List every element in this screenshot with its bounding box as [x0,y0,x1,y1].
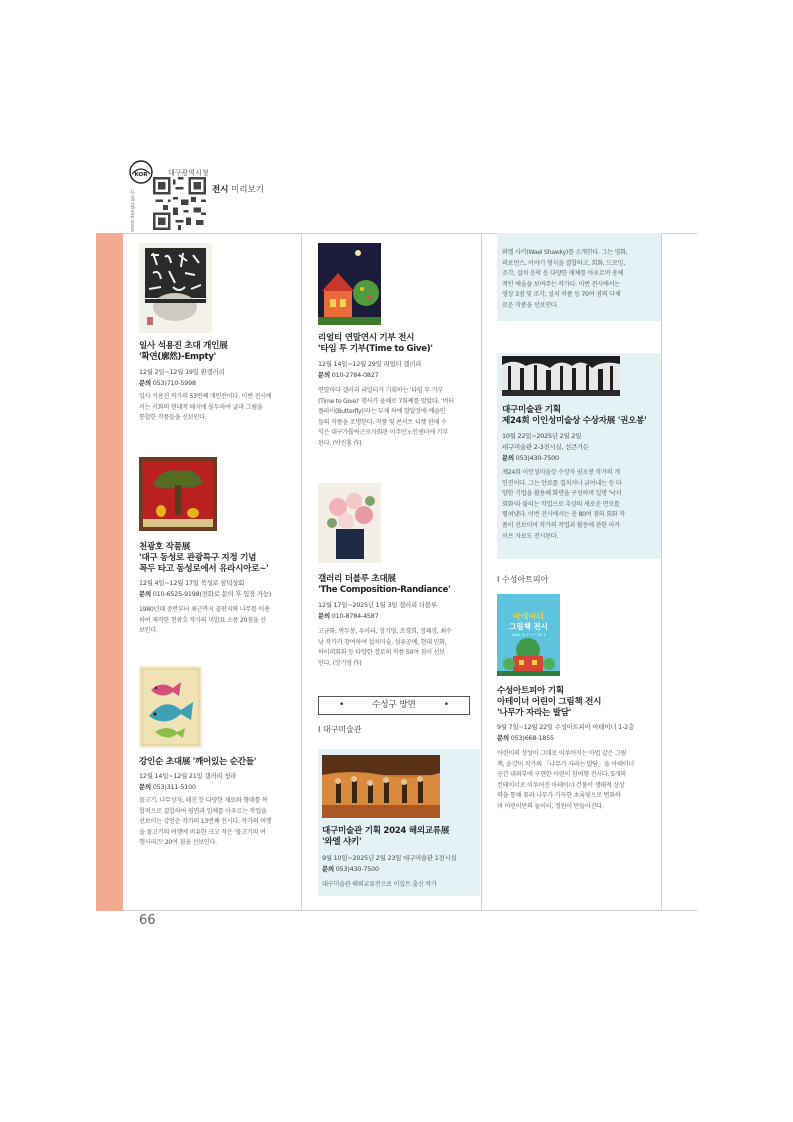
exhibit-description: 일사 석용진 작가의 53번째 개인전이다. 이번 전시에 서는 서화의 현대적 해석에 몰두하여 글과 그림을 통합한 작품들을 선보인다. [139,393,272,422]
org-name: 대구광역시청 [168,169,209,177]
exhibit-meta: 12월 4일~12월 17일 북성로 삼덕상회 문의 010-6525-9198(전화로 문의 후 입장 가능) [139,579,272,598]
exhibit-description: 고금화, 박두봉, 우아라, 장기영, 조경희, 정혜경, 최수 남 작가가 참여하여 설치미술, 섬유공예, 현대 민화, 하이퍼회화 등 다양한 장르의 작품 50여 점이 선보 인다. (장기영 作) [318,628,452,667]
exhibit-meta: 9월 7일~12월 22일 수성아트피아 아테이너 1-2층 문의 053)668-1855 [497,723,634,742]
poster-illustration [497,638,560,676]
column-divider [301,233,302,911]
column-divider [481,233,482,911]
exhibit-title: 대구미술관 기획 제24회 이인성미술상 수상자展 '권오봉' [502,405,647,426]
exhibit-image-tree-box [139,457,217,531]
section-color-bar [96,233,123,911]
exhibit-image-fish [139,666,202,748]
venue-heading: I 수성아트피아 [497,575,549,584]
exhibit-description: 대구미술관 해외교류전으로 이집트 출신 작가 [322,881,437,888]
exhibit-description: 1980년대 중반부터 최근까지 골판지와 나무를 이용 하여 제작한 천광호 작가의 미발표 소품 20점을 선 보인다. [139,606,270,635]
exhibit-description: 와엘 샤키(Wael Shawky)를 소개한다. 그는 영화, 퍼포먼스, 이야기 형식을 결합하고, 회화, 드로잉, 조각, 설치 음악 등 다양한 매체를 아우르며 총체 적인 예술을 보여주는 작가다. 이번 전시에서는 영상 3점 및 조각, 설치 작품 등 70여 점의 다채 로운 작품을 선보인다. [502,249,628,309]
exhibit-title: 강인순 초대展 '깨어있는 순간들' [139,757,257,767]
exhibit-image-flowers [318,483,381,563]
exhibit-description: 어린이의 상상이 그대로 이루어지는 마법 같은 그림 책, 윤강미 작가의 「나무가 자라는 발담」을 아테이너 공간 내외부에 구현한 어린이 참여형 전시다. 5개의 컨테이너로 이루어진 아테이너 건물이 생태적 상상 력을 통해 꽃과 나무가 가득한 초록빛으로 변화하 며 어린이만의 놀이터, 정원이 만들어진다. [497,750,634,810]
exhibit-meta: 9월 10일~2025년 2월 23일 대구미술관 1전시실 문의 053)430-7500 [322,854,457,873]
exhibit-meta: 12월 17일~2025년 1월 3일 갤러리 더블루 문의 010-8784-4587 [318,601,437,620]
suseong-direction-banner: • 수성구 방면 • [318,696,470,715]
exhibit-title: 대구미술관 기획 2024 해외교류展 '와엘 샤키' [322,826,450,847]
svg-text:KOR: KOR [134,172,148,178]
exhibit-title: 수성아트피아 기획 아테이너 어린이 그림책 전시 '나무가 자라는 발담' [497,686,602,718]
exhibit-image-calligraphy [139,243,212,333]
venue-heading: I 대구미술관 [318,725,362,734]
exhibit-meta: 10월 22일~2025년 2월 2일 대구미술관 2-3전시실, 선큰가든 문의 053)430-7500 [502,432,590,462]
exhibit-image-abstract [502,356,620,396]
qr-code-icon[interactable] [153,177,206,230]
exhibit-meta: 12월 14일~12월 29일 리얼티 갤러리 문의 010-2784-0827 [318,360,422,379]
daegu-logo-icon [129,160,153,184]
exhibit-title: 일사 석용진 초대 개인展 '확연(廓然)-Empty' [139,341,228,362]
exhibit-title: 리얼티 연말연시 기부 전시 '타임 투 기부(Time to Give)' [318,333,433,354]
site-url-vertical: www.daegu.go.kr [130,188,136,232]
exhibit-image-night-house [318,243,381,325]
page-number: 66 [139,913,156,928]
section-title: 전시 미리보기 [212,185,264,195]
exhibit-image-procession [322,755,440,818]
exhibit-poster: 아테이너 그림책 전시 2024. 9. 7 ─── 12. 1 [497,594,560,676]
frame-bottom-rule [96,910,697,911]
exhibit-title: 천광호 작품展 '대구 동성로 관광특구 지정 기념 꼭두 타고 동성로에서 유라시아로~' [139,542,269,574]
exhibit-description: 물고기, 나무상자, 레진 등 다양한 재료와 형태를 복 합적으로 결합하여 평면과 입체를 아우르는 작업을 선보이는 강인순 작가의 13번째 전시다. 작가의 여행 을 물고기의 여행에 비유한 크고 작은 '물고기의 여 행시리즈' 20여 점을 선보인다. [139,797,272,847]
exhibit-meta: 12월 14일~12월 21일 갤러리 청라 문의 053)311-5100 [139,772,237,791]
exhibit-title: 갤러리 더블루 초대展 'The Composition-Randiance' [318,574,451,595]
exhibit-description: 제24회 이인성미술상 수상자 권오봉 작가의 개 인전이다. 그는 안료를 겹치거나 긁어내는 등 다 양한 기법을 활용해 화면을 구성하며 일명 '낙서 회화'라 불리는 작업으로 추상의 새로운 면모를 펼쳐냈다. 이번 전시에서는 총 80여 점의 회화 작 품이 선보이며 작가의 작업과 활동에 관한 아카 이브 자료도 전시된다. [502,469,625,540]
column-divider [661,233,662,911]
exhibit-meta: 12월 2일~12월 19일 환갤러리 문의 053)710-5998 [139,368,225,387]
exhibit-description: 연말마다 갤러리 리얼티가 기획하는 '타임 투 기부 (Time to Give)' 행사가 올해로 7회째를 맞았다. '버터 플라이(Butterfly)'라는 부제 하에 발달장애 예술인 들의 작품을 조명한다. 작품 및 콘서트 티켓 판매 수 익은 대구가톨릭근로자회관 이주민노인센터에 기부 된다. (박진홍 作) [318,387,454,447]
